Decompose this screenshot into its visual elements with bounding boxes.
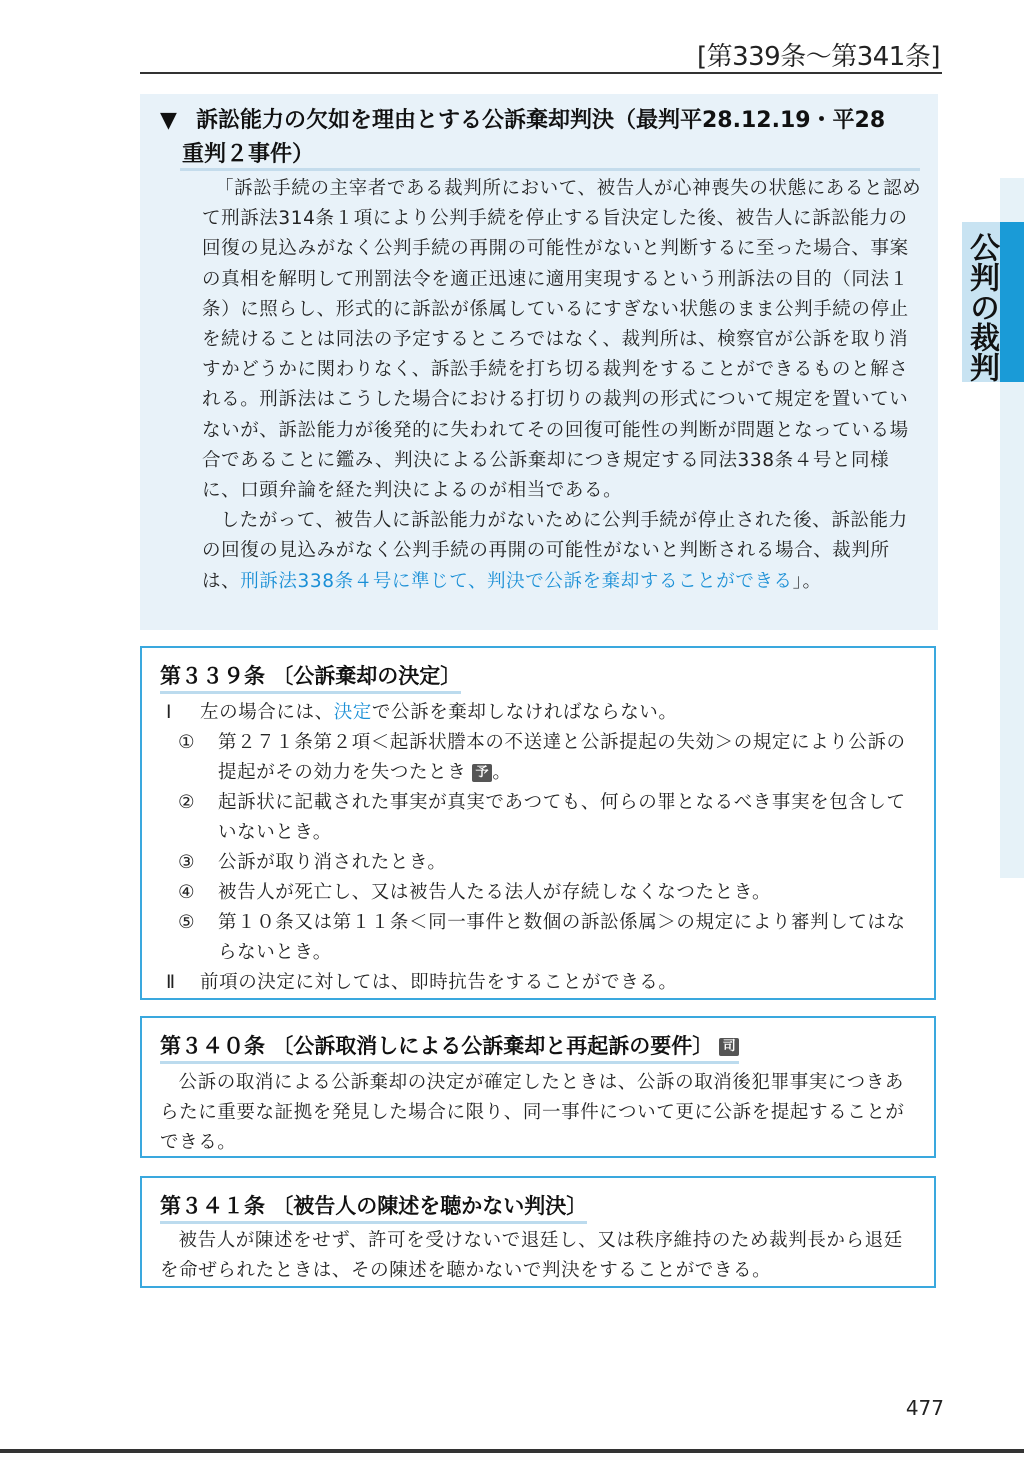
item-number: ① bbox=[178, 732, 196, 753]
article-341-body bbox=[160, 1226, 920, 1286]
article-339-title: 第３３９条 〔公訴棄却の決定〕 bbox=[160, 660, 461, 694]
article-340-text: 公訴の取消による公訴棄却の決定が確定したときは、公訴の取消後犯罪事実につきあらたに重要な証拠を発見した場合に限り、同一事件について更に公訴を提起することができる。 bbox=[160, 1072, 905, 1153]
article-339-item-2 bbox=[160, 788, 920, 848]
article-339-box bbox=[140, 646, 936, 1000]
bottom-rule bbox=[0, 1449, 1024, 1453]
case-paragraph-1: 「訴訟手続の主宰者である裁判所において、被告人が心神喪失の状態にあると認めて刑訴法314条１項により公判手続を停止する旨決定した後、被告人に訴訟能力の回復の見込みがなく公判手続の再開の可能性がないと判断するに至った場合、事案の真相を解明して刑罰法令を適正迅速に適用実現するという刑訴法の目的（同法１条）に照らし、形式的に訴訟が係属しているにすぎない状態のまま公判手続の停止を続けることは同法の予定するところではなく、裁判所は、検察官が公訴を取り消すかどうかに関わりなく、訴訟手続を打ち切る裁判をすることができるものと解される。刑訴法はこうした場合における打切りの裁判の形式について規定を置いていないが、訴訟能力が後発的に失われてその回復可能性の判断が問題となっている場合であることに鑑み、判決による公訴棄却につき規定する同法338条４号と同様に、口頭弁論を経た判決によるのが相当である。 bbox=[202, 178, 922, 502]
item-number: ④ bbox=[178, 882, 196, 903]
case-heading bbox=[160, 104, 930, 172]
para-text-end: で公訴を棄却しなければならない。 bbox=[371, 702, 678, 723]
case-heading-line1: 訴訟能力の欠如を理由とする公訴棄却判決（最判平28.12.19・平28 bbox=[196, 108, 886, 133]
item-text: 第２７１条第２項＜起訴状謄本の不送達と公訴提起の失効＞の規定により公訴の提起がその効力を失つたとき bbox=[218, 732, 906, 783]
article-340-box bbox=[140, 1016, 936, 1158]
article-341-title: 第３４１条 〔被告人の陳述を聴かない判決〕 bbox=[160, 1190, 587, 1224]
article-340-body bbox=[160, 1068, 920, 1158]
running-header: [第339条〜第341条] bbox=[696, 42, 940, 72]
para-text: 左の場合には、 bbox=[200, 702, 334, 723]
para-number: Ⅱ bbox=[166, 972, 176, 993]
case-paragraph-2 bbox=[202, 506, 924, 597]
item-number: ③ bbox=[178, 852, 196, 873]
item-tail: 。 bbox=[492, 762, 512, 783]
page-number: 477 bbox=[905, 1396, 944, 1420]
shiho-reference-icon: 司 bbox=[719, 1038, 739, 1056]
case-body bbox=[202, 174, 924, 597]
article-340-title-row bbox=[160, 1030, 739, 1064]
case-p2-end: 」。 bbox=[792, 570, 822, 592]
article-339-item-3 bbox=[160, 848, 920, 878]
case-p2-text: したがって、被告人に訴訟能力がないために公判手続が停止された後、訴訟能力の回復の見込みがなく公判手続の再開の可能性がないと判断される場合、裁判所は、 bbox=[202, 510, 908, 592]
article-339-item-5 bbox=[160, 908, 920, 968]
case-heading-line2: 重判２事件） bbox=[182, 142, 315, 167]
yobi-reference-icon: 予 bbox=[472, 764, 492, 782]
article-339-body bbox=[160, 698, 920, 998]
article-340-title: 第３４０条 〔公訴取消しによる公訴棄却と再起訴の要件〕 bbox=[160, 1034, 714, 1058]
item-text: 第１０条又は第１１条＜同一事件と数個の訴訟係属＞の規定により審判してはならないとき。 bbox=[218, 912, 906, 963]
case-heading-rule bbox=[180, 168, 920, 171]
article-341-text: 被告人が陳述をせず、許可を受けないで退廷し、又は秩序維持のため裁判長から退廷を命ぜられたときは、その陳述を聴かないで判決をすることができる。 bbox=[160, 1230, 903, 1281]
item-number: ② bbox=[178, 792, 196, 813]
side-tab-label: 公判の裁判 bbox=[964, 232, 999, 382]
case-p2-highlight: 刑訴法338条４号に準じて、判決で公訴を棄却することができる bbox=[240, 570, 793, 592]
article-339-para-2 bbox=[160, 968, 920, 998]
triangle-marker-icon: ▼ bbox=[160, 108, 177, 133]
para-highlight: 決定 bbox=[333, 702, 372, 723]
article-339-item-1 bbox=[160, 728, 920, 788]
para-number: Ⅰ bbox=[166, 702, 173, 723]
para-text: 前項の決定に対しては、即時抗告をすることができる。 bbox=[200, 972, 678, 993]
side-tab-edge bbox=[1000, 222, 1024, 382]
article-339-para-1 bbox=[160, 698, 920, 728]
article-339-item-4 bbox=[160, 878, 920, 908]
item-text: 起訴状に記載された事実が真実であつても、何らの罪となるべき事実を包含していないとき。 bbox=[218, 792, 906, 843]
item-number: ⑤ bbox=[178, 912, 196, 933]
article-341-box bbox=[140, 1176, 936, 1288]
item-text: 被告人が死亡し、又は被告人たる法人が存続しなくなつたとき。 bbox=[218, 882, 772, 903]
item-text: 公訴が取り消されたとき。 bbox=[218, 852, 447, 873]
